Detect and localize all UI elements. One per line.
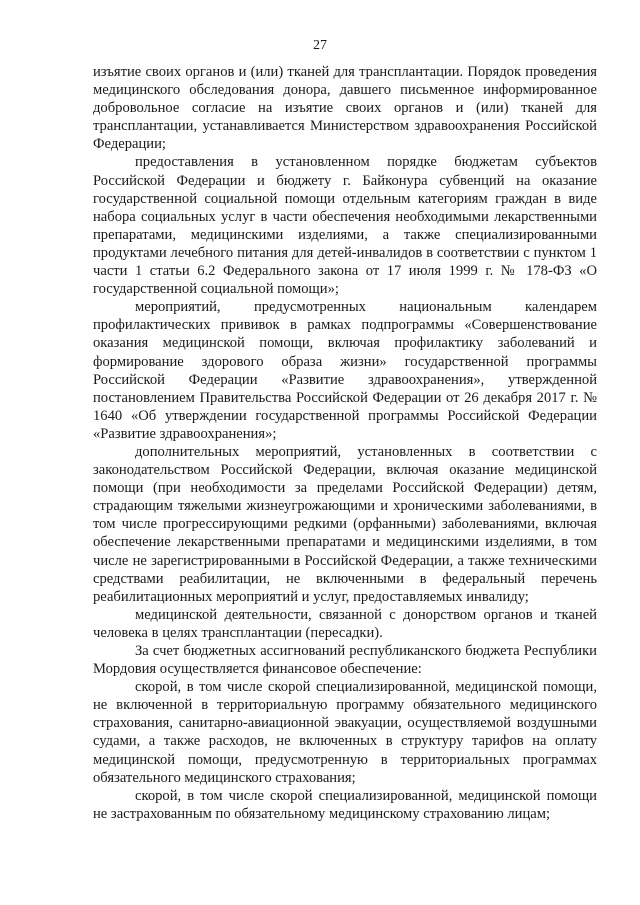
paragraph-subventions: предоставления в установленном порядке бюджетам субъектов Российской Федерации и бюджету г. Байконура субвенций на оказание государственной социальной помощи отдельным категориям граждан в виде набора социальных услуг в части обеспечения необходимыми лекарственными препаратами, медицинскими изделиями, а также специализированными продуктами лечебного питания для детей-инвалидов в соответствии с пунктом 1 части 1 статьи 6.2 Федерального закона от 17 июля 1999 г. № 178-ФЗ «О государственной социальной помощи»;	[93, 154, 597, 298]
paragraph-regional-budget: За счет бюджетных ассигнований республиканского бюджета Республики Мордовия осуществляется финансовое обеспечение:	[93, 643, 597, 678]
page-number: 27	[313, 38, 327, 53]
paragraph-additional-measures: дополнительных мероприятий, установленных в соответствии с законодательством Российской Федерации, включая оказание медицинской помощи (при необходимости за пределами Российской Федерации) детям, страдающим тяжелыми жизнеугрожающими и хроническими заболеваниями, в том числе прогрессирующими редкими (орфанными) заболеваниями, включая обеспечение лекарственными препаратами и медицинскими изделиями, в том числе не зарегистрированными в Российской Федерации, а также техническими средствами реабилитации, не включенными в федеральный перечень реабилитационных мероприятий и услуг, предоставляемых инвалиду;	[93, 443, 597, 605]
paragraph-emergency-care: скорой, в том числе скорой специализированной, медицинской помощи, не включенной в территориальную программу обязательного медицинского страхования, санитарно-авиационной эвакуации, осуществляемой воздушными судами, а также расходов, не включенных в структуру тарифов на оплату медицинской помощи, предусмотренную в территориальных программах обязательного медицинского страхования;	[93, 679, 597, 786]
body-text	[93, 63, 597, 823]
paragraph-donation: медицинской деятельности, связанной с донорством органов и тканей человека в целях трансплантации (пересадки).	[93, 606, 597, 641]
paragraph-continued: изъятие своих органов и (или) тканей для трансплантации. Порядок проведения медицинского обследования донора, давшего письменное информированное добровольное согласие на изъятие своих органов и (или) тканей для трансплантации, устанавливается Министерством здравоохранения Российской Федерации;	[93, 64, 597, 153]
paragraph-uninsured-care: скорой, в том числе скорой специализированной, медицинской помощи не застрахованным по обязательному медицинскому страхованию лицам;	[93, 787, 597, 822]
paragraph-vaccination: мероприятий, предусмотренных национальным календарем профилактических прививок в рамках подпрограммы «Совершенствование оказания медицинской помощи, включая профилактику заболеваний и формирование здорового образа жизни» государственной программы Российской Федерации «Развитие здравоохранения», утвержденной постановлением Правительства Российской Федерации от 26 декабря 2017 г. № 1640 «Об утверждении государственной программы Российской Федерации «Развитие здравоохранения»;	[93, 299, 597, 442]
